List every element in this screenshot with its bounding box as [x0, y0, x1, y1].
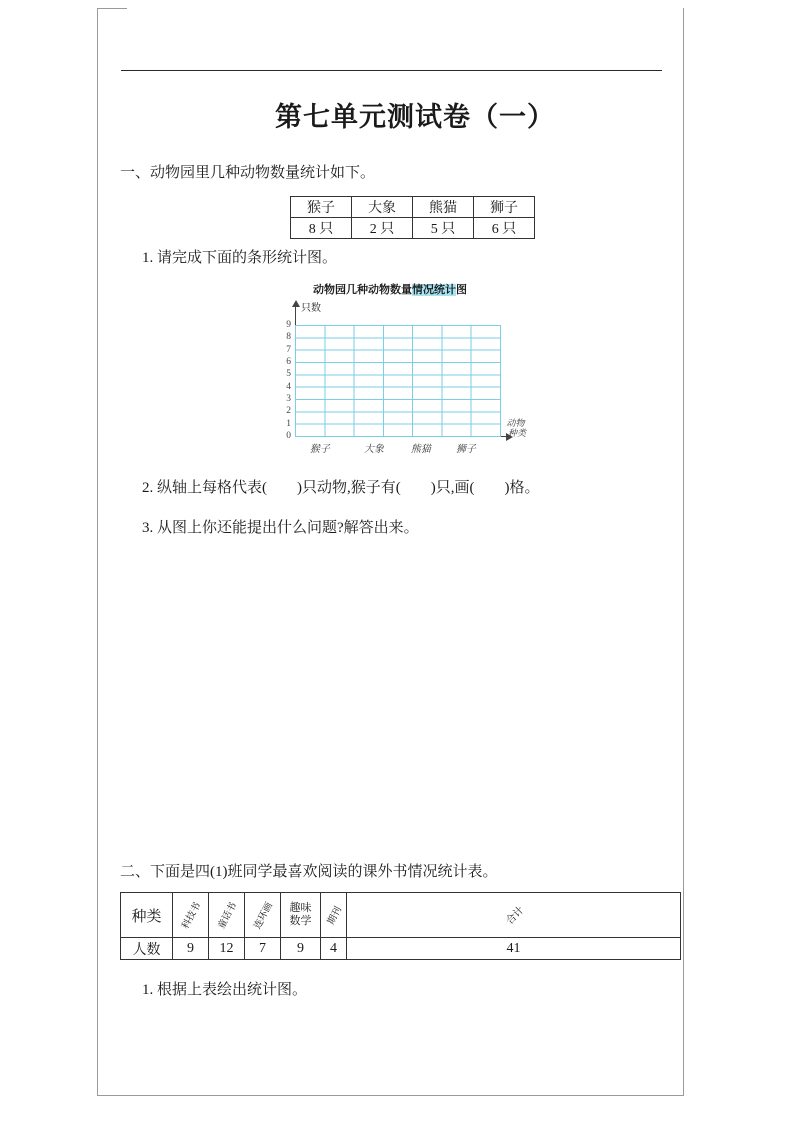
- page-border-bottom: [97, 1095, 684, 1096]
- x-axis-label-line2: 种类: [507, 428, 529, 438]
- book-count-cell: 12: [209, 938, 245, 960]
- table-row: [291, 197, 535, 218]
- question1-item1: 1. 请完成下面的条形统计图。: [142, 250, 338, 266]
- animal-count-table: [290, 196, 535, 239]
- y-axis-label: 只数: [301, 303, 321, 314]
- book-count-cell: 7: [245, 938, 281, 960]
- animal-value-cell: 2 只: [352, 218, 413, 239]
- x-category-label: 熊猫: [410, 444, 433, 455]
- book-category-cell: [281, 893, 321, 938]
- book-category-cell: [173, 893, 209, 938]
- question1-intro: 一、动物园里几种动物数量统计如下。: [120, 165, 376, 181]
- y-tick-label: 3: [286, 394, 291, 404]
- y-tick-label: 9: [286, 320, 291, 330]
- book-category-label: 童话书: [217, 901, 240, 931]
- table-row: [291, 218, 535, 239]
- book-category-cell: [245, 893, 281, 938]
- table-row: [121, 938, 681, 960]
- book-table-row2-label: 人数: [121, 938, 173, 960]
- header-rule: [121, 70, 662, 71]
- y-axis-arrow-icon: [292, 300, 300, 307]
- x-category-label: 狮子: [455, 444, 478, 455]
- y-tick-label: 2: [286, 406, 291, 416]
- page-title: 第七单元测试卷（一）: [275, 102, 555, 132]
- chart-title-highlight: 情况统计: [412, 284, 456, 296]
- y-tick-label: 1: [286, 419, 291, 429]
- chart-title: [290, 281, 490, 297]
- question1-item3: 3. 从图上你还能提出什么问题?解答出来。: [142, 520, 419, 536]
- y-tick-label: 8: [286, 332, 291, 342]
- x-category-label: 猴子: [309, 444, 332, 455]
- book-reading-table: [120, 892, 681, 960]
- animal-header-cell: 熊猫: [413, 197, 474, 218]
- book-total-cell: 41: [347, 938, 681, 960]
- x-axis-label: [504, 418, 531, 438]
- animal-value-cell: 5 只: [413, 218, 474, 239]
- y-tick-label: 6: [286, 357, 291, 367]
- question1-item2: 2. 纵轴上每格代表( )只动物,猴子有( )只,画( )格。: [142, 480, 540, 496]
- page-border-left: [97, 8, 98, 1096]
- book-total-label: 合计: [503, 904, 526, 927]
- chart-title-suffix: 图: [456, 284, 467, 296]
- page-border-top-notch: [97, 8, 127, 9]
- book-count-cell: 4: [321, 938, 347, 960]
- question2-item1: 1. 根据上表绘出统计图。: [142, 982, 308, 998]
- y-tick-label: 0: [286, 431, 291, 441]
- book-count-cell: 9: [281, 938, 321, 960]
- animal-header-cell: 大象: [352, 197, 413, 218]
- animal-header-cell: 猴子: [291, 197, 352, 218]
- page-border-right: [683, 8, 684, 1096]
- x-axis-label-line1: 动物: [506, 418, 527, 428]
- x-category-label: 大象: [363, 444, 386, 455]
- animal-value-cell: 8 只: [291, 218, 352, 239]
- animal-value-cell: 6 只: [474, 218, 535, 239]
- y-tick-label: 5: [286, 369, 291, 379]
- book-category-cell: [321, 893, 347, 938]
- animal-header-cell: 狮子: [474, 197, 535, 218]
- book-table-row1-label: 种类: [121, 893, 173, 938]
- y-tick-label: 4: [286, 382, 291, 392]
- table-row: [121, 893, 681, 938]
- book-total-header-cell: [347, 893, 681, 938]
- book-category-cell: [209, 893, 245, 938]
- book-category-label: 趣味数学: [289, 902, 312, 927]
- book-count-cell: 9: [173, 938, 209, 960]
- chart-grid: [295, 325, 501, 437]
- book-category-label: 科技书: [181, 901, 204, 931]
- y-tick-label: 7: [286, 345, 291, 355]
- book-category-label: 期刊: [326, 905, 345, 927]
- question2-intro: 二、下面是四(1)班同学最喜欢阅读的课外书情况统计表。: [120, 864, 498, 880]
- book-category-label: 连环画: [253, 901, 276, 931]
- chart-title-prefix: 动物园几种动物数量: [313, 284, 412, 296]
